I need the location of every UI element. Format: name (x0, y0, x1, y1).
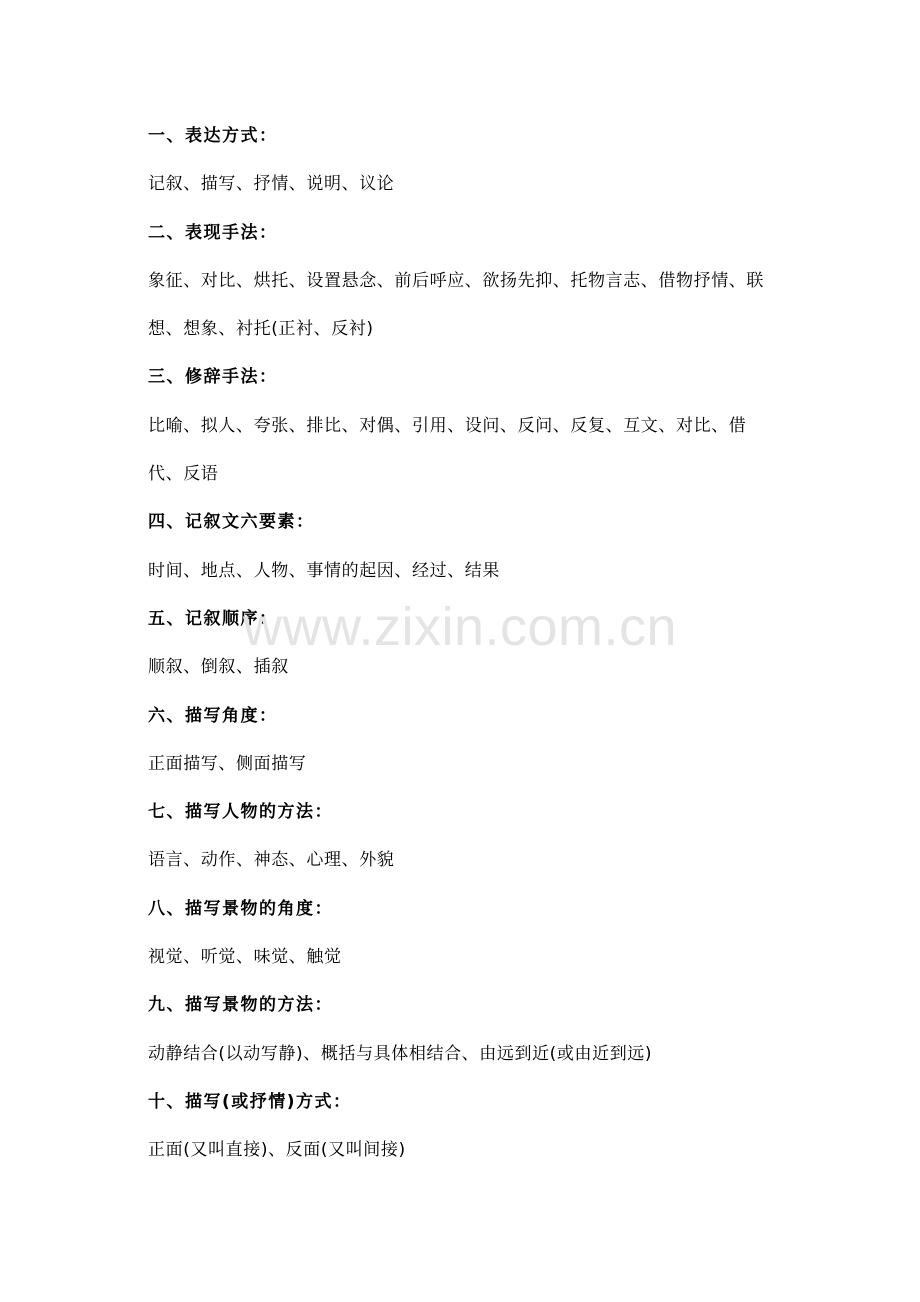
section-3 (148, 353, 778, 498)
section-9 (148, 981, 778, 1078)
section-body: 象征、对比、烘托、设置悬念、前后呼应、欲扬先抑、托物言志、借物抒情、联想、想象、衬托(正衬、反衬) (148, 270, 764, 340)
section-heading: 九、描写景物的方法： (148, 995, 333, 1016)
section-7 (148, 788, 778, 885)
section-heading: 八、描写景物的角度： (148, 898, 333, 919)
section-4 (148, 498, 778, 595)
section-5 (148, 595, 778, 692)
section-10 (148, 1078, 778, 1175)
section-body: 正面描写、侧面描写 (148, 753, 307, 774)
section-heading: 一、表达方式： (148, 126, 278, 146)
document-content (148, 112, 778, 1175)
section-heading: 三、修辞手法： (148, 367, 278, 388)
section-heading: 五、记叙顺序： (148, 608, 278, 629)
section-2 (148, 209, 778, 354)
section-heading: 七、描写人物的方法： (148, 802, 333, 823)
section-6 (148, 692, 778, 789)
section-body: 时间、地点、人物、事情的起因、经过、结果 (148, 560, 500, 581)
section-8 (148, 885, 778, 982)
watermark: www.zixin.com.cn (242, 597, 678, 657)
section-heading: 十、描写(或抒情)方式： (148, 1091, 352, 1112)
section-body: 顺叙、倒叙、插叙 (148, 657, 289, 678)
section-body: 比喻、拟人、夸张、排比、对偶、引用、设问、反问、反复、互文、对比、借代、反语 (148, 415, 747, 485)
section-heading: 四、记叙文六要素： (148, 512, 315, 533)
section-body: 正面(又叫直接)、反面(又叫间接) (148, 1140, 406, 1161)
section-heading: 六、描写角度： (148, 705, 278, 726)
section-body: 记叙、描写、抒情、说明、议论 (148, 174, 395, 195)
section-1 (148, 112, 778, 209)
section-body: 视觉、听觉、味觉、触觉 (148, 947, 342, 968)
section-body: 动静结合(以动写静)、概括与具体相结合、由远到近(或由近到远) (148, 1043, 653, 1064)
section-body: 语言、动作、神态、心理、外貌 (148, 850, 395, 871)
section-heading: 二、表现手法： (148, 222, 278, 243)
